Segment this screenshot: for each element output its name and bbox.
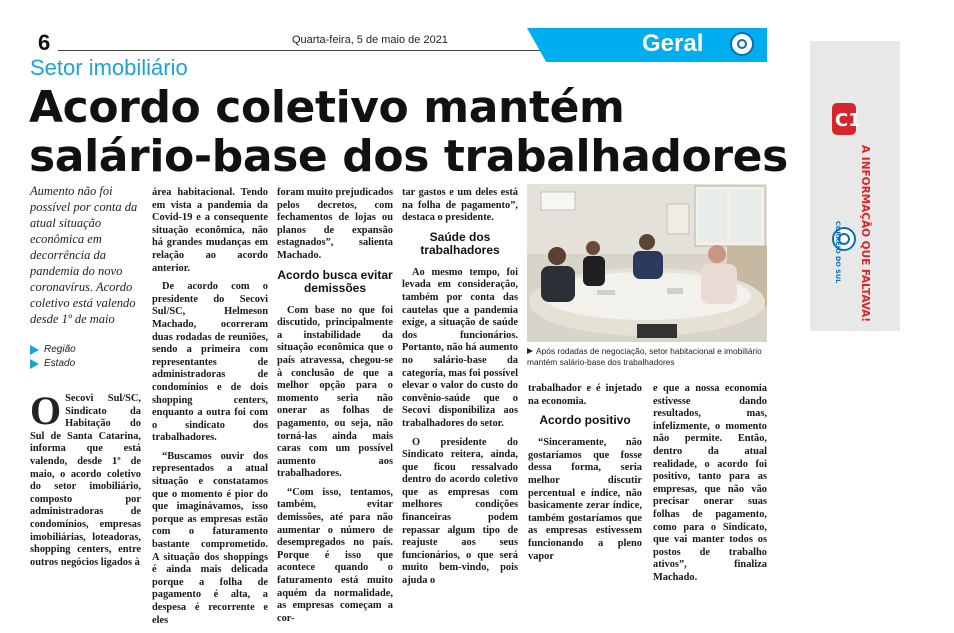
article-kicker: Setor imobiliário: [30, 55, 188, 80]
article-column-4: [402, 187, 518, 594]
paragraph: De acordo com o presidente do Secovi Sul/SC, Helmeson Machado, ocorreram duas rodadas de reuniões, sendo a primeira com representantes de administradoras de condomínios e de dois shopping centers, enquanto a outra foi com o sindicato dos trabalhadores.: [152, 281, 268, 444]
paragraph: “Com isso, tentamos, também, evitar demissões, até para não aumentar o número de desempregados no país. Porque é isso que acontece quando o faturamento está muito aquém da normalidade, as empresas começam a cor-: [277, 486, 393, 624]
paragraph: “Buscamos ouvir dos representados a atual situação e constatamos que o momento é pior do que imaginávamos, isso porque as empresas estão com o faturamento bastante comprometido. A situação dos shoppings é ainda mais delicada porque a folha de pagamento é alta, a despesa é recorrente e eles: [152, 450, 268, 626]
article-photo: [527, 184, 767, 342]
subheading: Acordo busca evitar demissões: [277, 267, 393, 295]
paragraph: O presidente do Sindicato reitera, ainda, que ficou ressalvado dentro do acordo coletivo que as empresas com melhores condições financeiras podem repassar algum tipo de reajuste aos seus funcionários, o que será muito bem-vindo, pois ajuda o: [402, 436, 518, 587]
article-column-3: [277, 187, 393, 631]
article-tags: [30, 343, 76, 371]
tag-estado: Estado: [30, 357, 76, 371]
svg-text:C1: C1: [835, 110, 861, 131]
triangle-bullet-icon: [527, 348, 533, 354]
paragraph: Secovi Sul/SC, Sindicato da Habitação do Sul de Santa Catarina, informa que está valendo, desde 1º de maio, o acordo coletivo do setor imobiliário, composto por administradoras de condomínios, empresas imobiliárias, loteadoras, shopping centers, entre outros negócios ligados à: [30, 393, 141, 568]
article-column-1: [30, 388, 141, 575]
paragraph: Com base no que foi discutido, principalmente a instabilidade da situação econômica que o país atravessa, chegou-se à conclusão de que a melhor opção para o momento seria não onerar as folhas de pagamento, ou seja, não torná-las ainda mais caras com um possível aumento aos trabalhadores.: [277, 304, 393, 480]
article-column-5: [528, 383, 642, 569]
headline-line-2: salário-base dos trabalhadores: [29, 131, 788, 182]
subheading: Saúde dos trabalhadores: [420, 229, 500, 257]
sidebar-ad[interactable]: [810, 41, 900, 331]
issue-date: Quarta-feira, 5 de maio de 2021: [292, 34, 448, 46]
meeting-photo-illustration: [527, 184, 767, 342]
triangle-bullet-icon: [30, 345, 39, 355]
svg-text:CORREIO DO SUL: CORREIO DO SUL: [834, 221, 842, 284]
headline-line-1: Acordo coletivo mantém: [29, 82, 625, 133]
paragraph: Ao mesmo tempo, foi levada em consideração, também por conta das cautelas que a pandemia exige, a situação de saúde dos funcionários. Portanto, não há aumento no salário-base da categoria, mas foi possível elevar o valor do custo do convênio-saúde que o Secovi disponibiliza aos trabalhadores do setor.: [402, 266, 518, 429]
paragraph: foram muito prejudicados pelos decretos, com fechamentos de lojas ou planos de expansão estagnados”, salienta Machado.: [277, 187, 393, 261]
paragraph: e que a nossa economia estivesse dando resultados, mas, infelizmente, o momento não permite. Então, dentro da atual realidade, o acordo foi positivo, tanto para as empresas, que não vão precisar onerar suas folhas de pagamento, como para o Sindicato, que vai manter todos os postos de trabalho ativos”, finaliza Machado.: [653, 383, 767, 583]
paragraph: tar gastos e um deles está na folha de pagamento”, destaca o presidente.: [402, 187, 518, 224]
photo-caption: Após rodadas de negociação, setor habitacional e imobiliário mantém salário-base dos trabalhadores: [527, 346, 762, 367]
paragraph: “Sinceramente, não gostaríamos que fosse dessa forma, seria melhor discutir percentual e índice, não basicamente zerar índice, também gostaríamos que as empresas estivessem funcionando a pleno vapor: [528, 437, 642, 562]
svg-text:A INFORMAÇÃO QUE FALTAVA!: A INFORMAÇÃO QUE FALTAVA!: [859, 145, 871, 323]
correio-do-sul-logo: [810, 41, 900, 331]
paragraph: área habitacional. Tendo em vista a pandemia da Covid-19 e a consequente situação econômica, não há grandes mudanças em relação ao acordo anterior.: [152, 187, 268, 274]
tag-regiao: Região: [30, 343, 76, 357]
article-deck: Aumento não foi possível por conta da atual situação econômica em decorrência da pandemia do novo coronavírus. Acordo coletivo está valendo desde 1º de maio: [30, 184, 138, 326]
page-number: 6: [38, 30, 51, 55]
paragraph: trabalhador e é injetado na economia.: [528, 383, 642, 407]
triangle-bullet-icon: [30, 359, 39, 369]
drop-cap: O: [30, 388, 62, 433]
section-label: Geral: [642, 30, 704, 57]
subheading: Acordo positivo: [539, 413, 631, 428]
article-column-6: [653, 383, 767, 591]
article-column-2: [152, 187, 268, 633]
header-rule: [58, 50, 558, 51]
newspaper-seal-icon: [730, 32, 754, 56]
